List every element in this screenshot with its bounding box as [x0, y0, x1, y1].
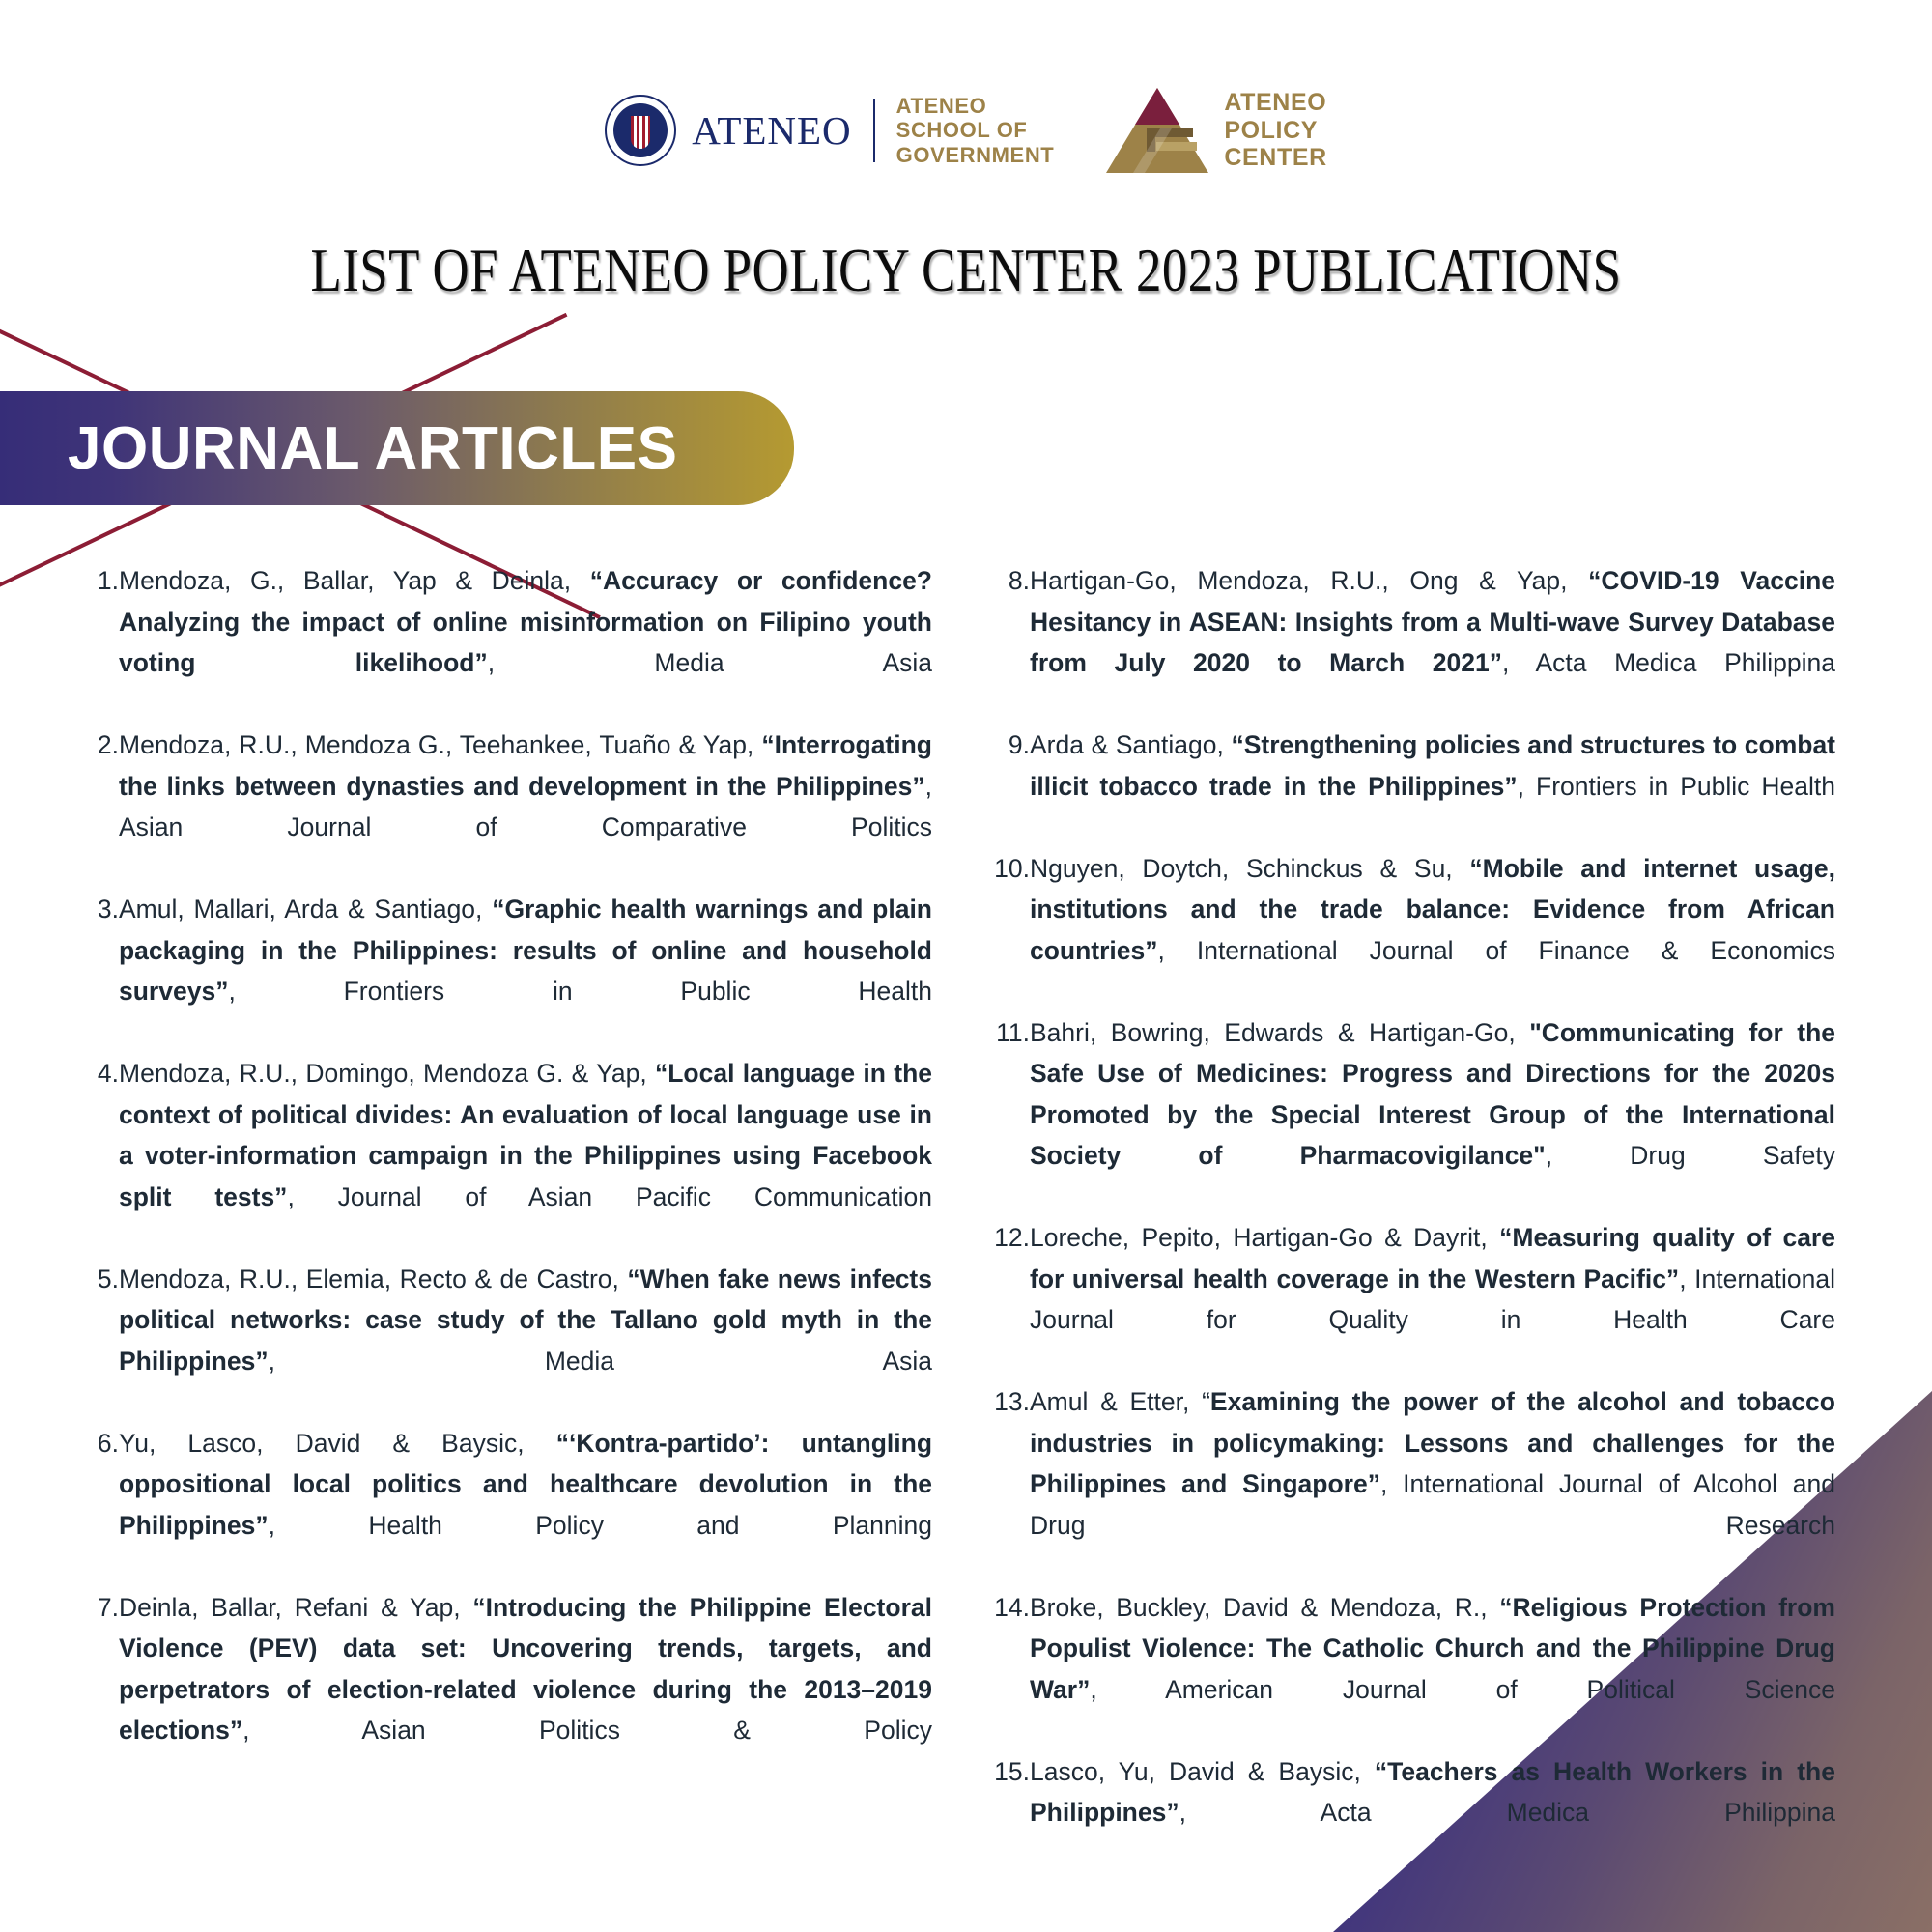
reference-number: 1.: [97, 566, 119, 595]
reference-title: “‘Kontra-partido’: untangling oppositional local politics and healthcare devolution in the Philippines”: [119, 1428, 932, 1540]
reference-plain: Amul, Mallari, Arda & Santiago,: [119, 895, 493, 923]
reference-columns: [0, 560, 1932, 1874]
reference-plain: Mendoza, R.U., Domingo, Mendoza G. & Yap,: [119, 1059, 655, 1088]
reference-text: [1030, 1751, 1835, 1875]
reference-plain: , Health Policy and Planning: [268, 1510, 932, 1540]
reference-plain: , Frontiers in Public Health: [228, 977, 932, 1006]
reference-item: [985, 1381, 1835, 1587]
reference-plain: , Acta Medica Philippina: [1502, 648, 1835, 677]
reference-item: [82, 889, 932, 1053]
reference-number: 12.: [994, 1223, 1030, 1252]
reference-text: [1030, 1381, 1835, 1587]
reference-plain: Yu, Lasco, David & Baysic,: [119, 1428, 556, 1458]
reference-number: 4.: [97, 1059, 119, 1088]
reference-plain: Amul & Etter, “: [1030, 1387, 1210, 1416]
reference-text: [119, 1423, 932, 1587]
ateneo-school-of-government-logo: [605, 94, 1054, 168]
reference-plain: Deinla, Ballar, Refani & Yap,: [119, 1592, 473, 1622]
reference-plain: Mendoza, R.U., Elemia, Recto & de Castro,: [119, 1264, 628, 1293]
section-banner: [0, 391, 794, 505]
reference-title: “Graphic health warnings and plain packaging in the Philippines: results of online and household surveys”: [119, 895, 932, 1006]
reference-plain: , Asian Politics & Policy: [242, 1716, 932, 1745]
reference-plain: , Drug Safety: [1545, 1141, 1835, 1170]
reference-plain: , Journal of Asian Pacific Communication: [287, 1181, 933, 1211]
reference-item: [985, 560, 1835, 724]
reference-item: [985, 1587, 1835, 1751]
ateneo-policy-center-logo: [1104, 86, 1326, 175]
reference-text: [119, 1259, 932, 1423]
reference-text: [119, 1053, 932, 1259]
reference-column-left: [82, 560, 932, 1874]
reference-number: 11.: [996, 1017, 1030, 1047]
reference-title: “Religious Protection from Populist Violence: The Catholic Church and the Philippine Drug War”: [1030, 1592, 1835, 1704]
reference-item: [985, 1751, 1835, 1875]
asog-line-1: ATENEO: [895, 93, 987, 118]
reference-plain: , International Journal of Alcohol and Drug Research: [1030, 1469, 1835, 1540]
reference-number: 5.: [97, 1264, 119, 1293]
reference-title: “Mobile and internet usage, institutions and the trade balance: Evidence from African countries”: [1030, 853, 1835, 965]
ateneo-wordmark: ATENEO: [692, 107, 852, 153]
logo-bar: [0, 0, 1932, 203]
reference-title: “Teachers as Health Workers in the Philippines”: [1030, 1756, 1835, 1827]
reference-item: [82, 1053, 932, 1259]
reference-plain: Arda & Santiago,: [1030, 730, 1232, 759]
reference-list-right: [985, 560, 1835, 1874]
reference-plain: Mendoza, R.U., Mendoza G., Teehankee, Tuaño & Yap,: [119, 730, 762, 759]
apc-line-1: ATENEO: [1224, 89, 1327, 117]
reference-plain: Bahri, Bowring, Edwards & Hartigan-Go,: [1030, 1017, 1530, 1047]
reference-plain: , American Journal of Political Science: [1090, 1674, 1835, 1704]
logo-divider: [873, 99, 875, 162]
reference-title: “Local language in the context of political divides: An evaluation of local language use in a voter-information campaign in the Philippines using Facebook split tests”: [119, 1059, 932, 1211]
reference-plain: Lasco, Yu, David & Baysic,: [1030, 1756, 1375, 1786]
reference-plain: Broke, Buckley, David & Mendoza, R.,: [1030, 1592, 1500, 1622]
reference-number: 10.: [994, 853, 1030, 883]
reference-text: [1030, 1012, 1835, 1218]
apc-line-3: CENTER: [1224, 144, 1327, 172]
page-title: LIST OF ATENEO POLICY CENTER 2023 PUBLICATIONS: [310, 237, 1622, 304]
reference-title: “COVID-19 Vaccine Hesitancy in ASEAN: Insights from a Multi-wave Survey Database from July 2020 to March 2021”: [1030, 566, 1835, 677]
asog-line-3: GOVERNMENT: [895, 142, 1055, 167]
reference-text: [119, 560, 932, 724]
reference-title: “Interrogating the links between dynasties and development in the Philippines”: [119, 730, 932, 801]
reference-text: [1030, 1587, 1835, 1751]
reference-plain: Hartigan-Go, Mendoza, R.U., Ong & Yap,: [1030, 566, 1589, 595]
reference-title: “Introducing the Philippine Electoral Violence (PEV) data set: Uncovering trends, targets, and perpetrators of election-related violence during the 2013–2019 elections”: [119, 1592, 932, 1745]
reference-text: [119, 724, 932, 889]
reference-number: 9.: [1008, 730, 1030, 759]
reference-item: [82, 1423, 932, 1587]
reference-text: [119, 1587, 932, 1793]
reference-plain: Nguyen, Doytch, Schinckus & Su,: [1030, 853, 1470, 883]
reference-plain: Mendoza, G., Ballar, Yap & Deinla,: [119, 566, 590, 595]
reference-plain: , Frontiers in Public Health: [1517, 771, 1835, 801]
reference-item: [82, 560, 932, 724]
reference-number: 14.: [994, 1592, 1030, 1622]
apc-line-2: POLICY: [1224, 116, 1319, 144]
reference-item: [82, 1259, 932, 1423]
reference-list-left: [82, 560, 932, 1792]
section-banner-label: JOURNAL ARTICLES: [68, 414, 678, 482]
reference-item: [985, 1012, 1835, 1218]
reference-item: [985, 724, 1835, 848]
reference-number: 2.: [97, 730, 119, 759]
ateneo-seal-icon: [605, 95, 676, 166]
reference-title: "Communicating for the Safe Use of Medicines: Progress and Directions for the 2020s Promoted by the Special Interest Group of the International Society of Pharmacovigilance": [1030, 1017, 1835, 1170]
reference-number: 7.: [97, 1592, 119, 1622]
reference-plain: , Media Asia: [268, 1346, 932, 1376]
reference-item: [985, 1217, 1835, 1381]
reference-item: [985, 848, 1835, 1012]
reference-title: “Measuring quality of care for universal health coverage in the Western Pacific”: [1030, 1223, 1835, 1293]
reference-plain: , Acta Medica Philippina: [1179, 1798, 1835, 1827]
reference-plain: , International Journal of Finance & Economics: [1157, 935, 1835, 965]
reference-number: 6.: [97, 1428, 119, 1458]
reference-text: [119, 889, 932, 1053]
reference-number: 3.: [97, 895, 119, 923]
reference-column-right: [985, 560, 1835, 1874]
reference-item: [82, 724, 932, 889]
reference-text: [1030, 724, 1835, 848]
reference-item: [82, 1587, 932, 1793]
apc-name: [1224, 89, 1326, 172]
asog-line-2: SCHOOL OF: [895, 118, 1028, 143]
reference-plain: , Asian Journal of Comparative Politics: [119, 771, 932, 841]
reference-number: 15.: [994, 1756, 1030, 1786]
reference-title: “When fake news infects political networks: case study of the Tallano gold myth in the Philippines”: [119, 1264, 932, 1376]
reference-plain: , Media Asia: [487, 648, 932, 677]
reference-text: [1030, 560, 1835, 724]
ateneo-policy-center-triangle-icon: [1104, 86, 1210, 175]
reference-plain: , International Journal for Quality in Health Care: [1030, 1264, 1835, 1334]
school-of-government-name: [896, 94, 1055, 168]
reference-title: “Accuracy or confidence? Analyzing the impact of online misinformation on Filipino youth voting likelihood”: [119, 566, 932, 677]
reference-plain: Loreche, Pepito, Hartigan-Go & Dayrit,: [1030, 1223, 1500, 1252]
reference-number: 8.: [1008, 566, 1030, 595]
reference-text: [1030, 1217, 1835, 1381]
reference-title: “Strengthening policies and structures to combat illicit tobacco trade in the Philippines”: [1030, 730, 1836, 801]
reference-title: Examining the power of the alcohol and tobacco industries in policymaking: Lessons and challenges for the Philippines and Singapore”: [1030, 1387, 1835, 1498]
reference-number: 13.: [994, 1387, 1030, 1416]
reference-text: [1030, 848, 1835, 1012]
